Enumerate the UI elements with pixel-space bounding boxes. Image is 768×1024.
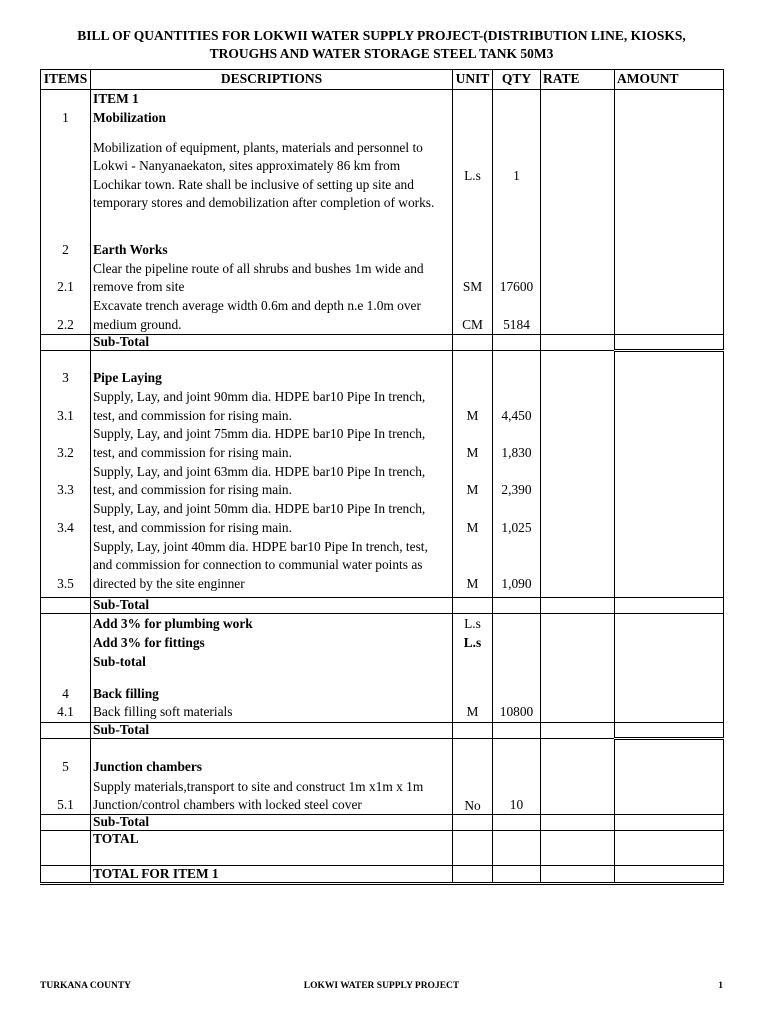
qty-value: 1,830 bbox=[501, 444, 532, 460]
section-heading: Earth Works bbox=[93, 241, 168, 257]
section-heading: Junction chambers bbox=[93, 758, 202, 774]
subtotal-row bbox=[41, 814, 724, 830]
description-line: Supply, Lay, and joint 50mm dia. HDPE bar10 Pipe In trench, bbox=[93, 500, 426, 516]
total-label: TOTAL bbox=[91, 830, 453, 865]
unit-value: M bbox=[466, 407, 479, 423]
header-descriptions: DESCRIPTIONS bbox=[91, 70, 453, 90]
item-number: 2.1 bbox=[57, 278, 74, 294]
description-line: test, and commission for rising main. bbox=[93, 481, 292, 497]
header-amount: AMOUNT bbox=[615, 70, 724, 90]
total-for-item-label: TOTAL FOR ITEM 1 bbox=[91, 865, 453, 883]
bill-of-quantities-table bbox=[40, 69, 724, 885]
subtotal-row bbox=[41, 722, 724, 738]
subtotal-label: Sub-Total bbox=[91, 597, 453, 613]
document-title bbox=[40, 27, 723, 63]
item-number: 3.3 bbox=[57, 481, 74, 497]
item-number: 4 bbox=[62, 685, 69, 701]
description-line: Supply, Lay, and joint 75mm dia. HDPE bar10 Pipe In trench, bbox=[93, 425, 426, 441]
qty-value: 4,450 bbox=[501, 407, 532, 423]
description-line: Lochikar town. Rate shall be inclusive of setting up site and bbox=[93, 176, 414, 192]
description-line: and commission for connection to communial water points as bbox=[93, 556, 423, 572]
item-number: 2 bbox=[62, 241, 69, 257]
item-number: 3.2 bbox=[57, 444, 74, 460]
description-line: test, and commission for rising main. bbox=[93, 444, 292, 460]
description-line: Supply, Lay, and joint 63mm dia. HDPE bar10 Pipe In trench, bbox=[93, 463, 426, 479]
page-number: 1 bbox=[718, 981, 723, 991]
item-number: 3.4 bbox=[57, 519, 74, 535]
description-line: Clear the pipeline route of all shrubs and bushes 1m wide and bbox=[93, 260, 424, 276]
unit-value: M bbox=[466, 481, 479, 497]
item-label: ITEM 1 bbox=[93, 90, 139, 106]
unit-value: L.s bbox=[464, 167, 481, 183]
add-plumbing-label: Add 3% for plumbing work bbox=[93, 615, 253, 631]
item-number: 3.1 bbox=[57, 407, 74, 423]
qty-value: 10800 bbox=[499, 703, 534, 719]
total-row bbox=[41, 830, 724, 865]
description-line: Lokwi - Nanyanaekaton, sites approximately 86 km from bbox=[93, 157, 401, 173]
description-line: Mobilization of equipment, plants, materials and personnel to bbox=[93, 139, 423, 155]
item-number: 2.2 bbox=[57, 316, 74, 332]
qty-value: 1,025 bbox=[501, 519, 532, 535]
unit-value: L.s bbox=[463, 634, 482, 650]
item-number: 3 bbox=[62, 369, 69, 385]
subtotal-label: Sub-Total bbox=[91, 722, 453, 738]
description-line: Supply, Lay, joint 40mm dia. HDPE bar10 Pipe In trench, test, bbox=[93, 538, 428, 554]
header-qty: QTY bbox=[493, 70, 541, 90]
item-number: 5.1 bbox=[57, 796, 74, 812]
footer-project: LOKWI WATER SUPPLY PROJECT bbox=[303, 981, 460, 991]
subtotal-label: Sub-Total bbox=[91, 814, 453, 830]
qty-value: 1 bbox=[513, 167, 520, 183]
description-line: Supply, Lay, and joint 90mm dia. HDPE bar10 Pipe In trench, bbox=[93, 388, 426, 404]
subtotal-row bbox=[41, 597, 724, 613]
description-line: Back filling soft materials bbox=[93, 703, 233, 719]
qty-value: 17600 bbox=[499, 278, 534, 294]
description-line: Junction/control chambers with locked steel cover bbox=[93, 796, 362, 812]
title-line-1: BILL OF QUANTITIES FOR LOKWII WATER SUPPLY PROJECT-(DISTRIBUTION LINE, KIOSKS, bbox=[77, 28, 686, 43]
unit-value: L.s bbox=[464, 615, 481, 631]
section-heading: Back filling bbox=[93, 685, 159, 701]
description-line: test, and commission for rising main. bbox=[93, 407, 292, 423]
table-header-row bbox=[41, 70, 724, 90]
item-number: 1 bbox=[62, 109, 69, 125]
additions-row bbox=[41, 613, 724, 672]
description-line: medium ground. bbox=[93, 316, 182, 332]
qty-value: 2,390 bbox=[501, 481, 532, 497]
description-line: remove from site bbox=[93, 278, 185, 294]
item-number: 3.5 bbox=[57, 575, 74, 591]
unit-value: No bbox=[464, 797, 481, 813]
section-1-mobilization bbox=[41, 89, 724, 236]
unit-value: SM bbox=[462, 278, 483, 294]
item-number: 5 bbox=[62, 758, 69, 774]
subtotal-label: Sub-total bbox=[93, 653, 146, 669]
qty-value: 5184 bbox=[503, 316, 530, 332]
total-for-item-row bbox=[41, 865, 724, 883]
subtotal-row bbox=[41, 334, 724, 350]
unit-value: M bbox=[466, 575, 479, 591]
unit-value: M bbox=[466, 519, 479, 535]
section-heading: Pipe Laying bbox=[93, 369, 162, 385]
header-rate: RATE bbox=[541, 70, 615, 90]
section-5-junction-chambers bbox=[41, 738, 724, 814]
section-3-pipe-laying bbox=[41, 350, 724, 597]
section-4-back-filling bbox=[41, 672, 724, 723]
header-unit: UNIT bbox=[453, 70, 493, 90]
subtotal-label: Sub-Total bbox=[91, 334, 453, 350]
page-footer bbox=[40, 981, 723, 995]
title-line-2: TROUGHS AND WATER STORAGE STEEL TANK 50M3 bbox=[209, 46, 554, 61]
description-line: temporary stores and demobilization after completion of works. bbox=[93, 194, 435, 210]
qty-value: 1,090 bbox=[501, 575, 532, 591]
section-2-earth-works bbox=[41, 236, 724, 335]
item-number: 4.1 bbox=[57, 703, 74, 719]
footer-county: TURKANA COUNTY bbox=[40, 981, 132, 991]
unit-value: CM bbox=[462, 316, 483, 332]
section-heading: Mobilization bbox=[93, 109, 166, 125]
qty-value: 10 bbox=[509, 796, 524, 812]
description-line: Supply materials,transport to site and construct 1m x1m x 1m bbox=[93, 778, 424, 794]
header-items: ITEMS bbox=[41, 70, 91, 90]
unit-value: M bbox=[466, 703, 479, 719]
description-line: directed by the site enginner bbox=[93, 575, 245, 591]
add-fittings-label: Add 3% for fittings bbox=[93, 634, 205, 650]
unit-value: M bbox=[466, 444, 479, 460]
description-line: Excavate trench average width 0.6m and depth n.e 1.0m over bbox=[93, 297, 421, 313]
description-line: test, and commission for rising main. bbox=[93, 519, 292, 535]
